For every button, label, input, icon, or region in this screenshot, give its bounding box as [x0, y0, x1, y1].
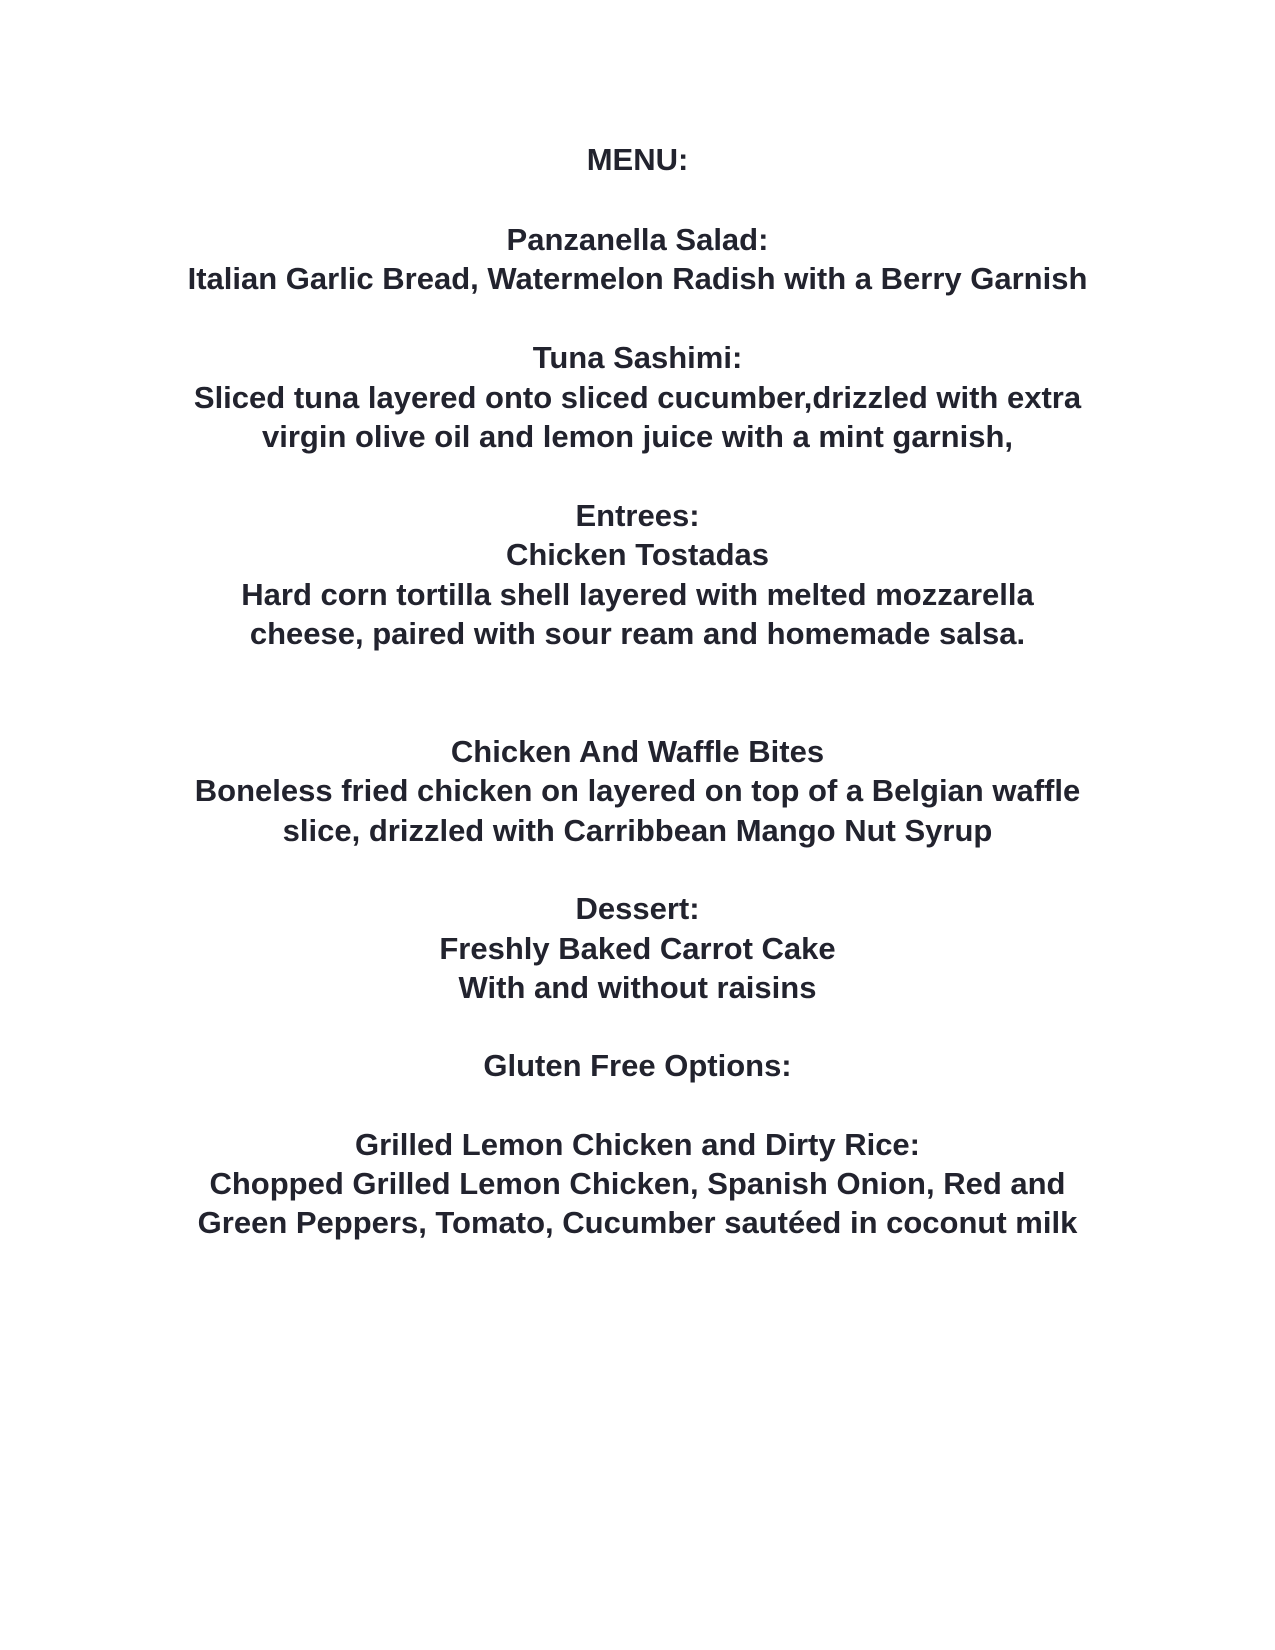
section-heading-entrees: Entrees:	[575, 498, 700, 533]
section-text: Freshly Baked Carrot Cake	[439, 931, 836, 966]
section-heading-tuna: Tuna Sashimi:	[532, 340, 743, 375]
item-name-tostadas: Chicken Tostadas	[505, 537, 769, 572]
item-text: Green Peppers, Tomato, Cucumber sautéed in coconut milk	[197, 1205, 1078, 1240]
section-text: With and without raisins	[458, 970, 817, 1005]
section-text: virgin olive oil and lemon juice with a mint garnish,	[261, 419, 1013, 454]
section-heading-panzanella: Panzanella Salad:	[506, 222, 769, 257]
item-text: cheese, paired with sour ream and homemade salsa.	[249, 616, 1026, 651]
item-name-lemon-chicken: Grilled Lemon Chicken and Dirty Rice:	[354, 1127, 920, 1162]
menu-title: MENU:	[586, 142, 689, 177]
section-heading-gluten-free: Gluten Free Options:	[483, 1048, 792, 1083]
item-name-chicken-waffle: Chicken And Waffle Bites	[450, 734, 825, 769]
item-text: Boneless fried chicken on layered on top of a Belgian waffle	[194, 773, 1081, 808]
item-text: slice, drizzled with Carribbean Mango Nut Syrup	[282, 813, 993, 848]
item-text: Hard corn tortilla shell layered with melted mozzarella	[241, 577, 1034, 612]
section-heading-dessert: Dessert:	[575, 891, 700, 926]
section-text: Sliced tuna layered onto sliced cucumber,drizzled with extra	[193, 380, 1082, 415]
section-text: Italian Garlic Bread, Watermelon Radish with a Berry Garnish	[187, 261, 1088, 296]
item-text: Chopped Grilled Lemon Chicken, Spanish Onion, Red and	[209, 1166, 1066, 1201]
